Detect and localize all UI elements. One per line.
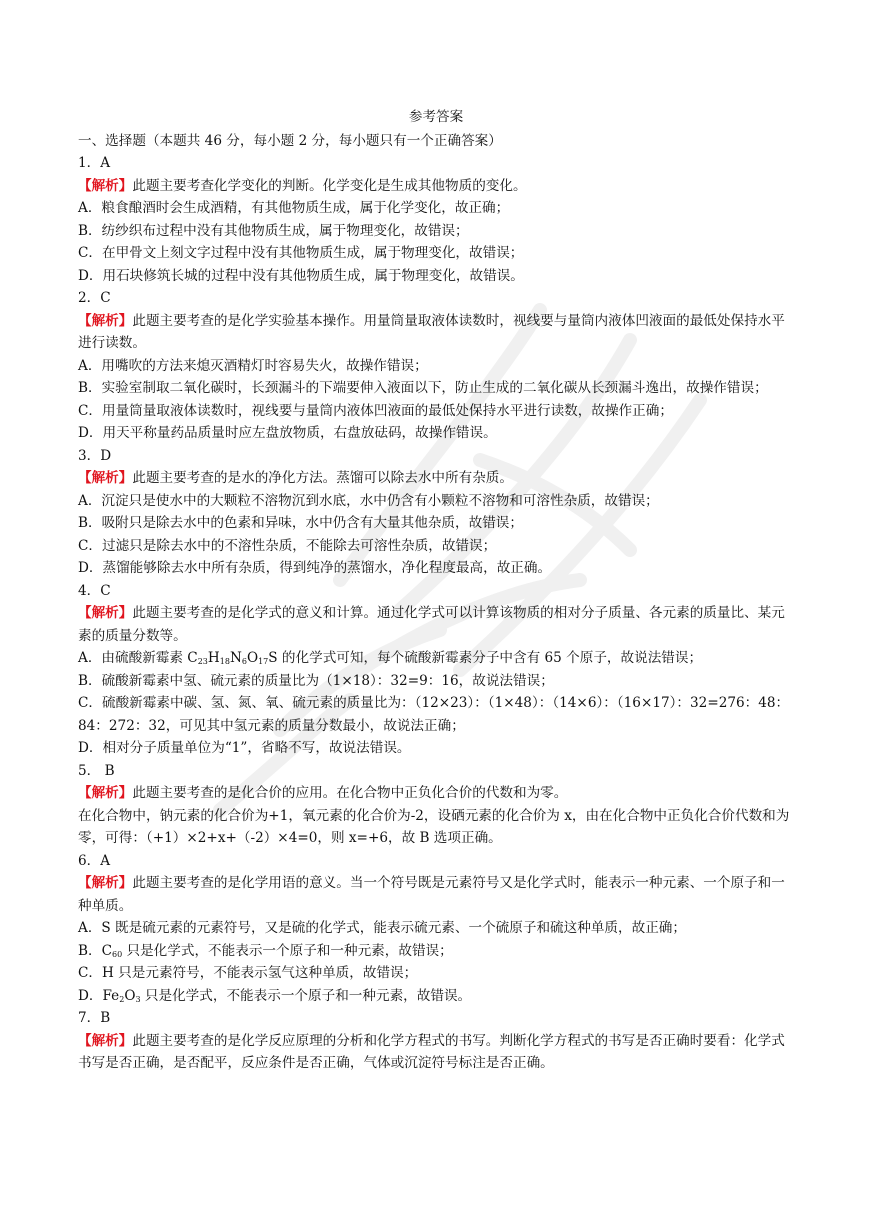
option-line: A．沉淀只是使水中的大颗粒不溶物沉到水底，水中仍含有小颗粒不溶物和可溶性杂质，故错误； xyxy=(78,492,659,509)
option-line: B．吸附只是除去水中的色素和异味，水中仍含有大量其他杂质，故错误； xyxy=(78,515,523,531)
option-line: C．H 只是元素符号，不能表示氢气这种单质，故错误； xyxy=(78,965,418,981)
explanation-q5: 在化合物中，钠元素的化合价为+1，氧元素的化合价为-2，设硒元素的化合价为 x，由在化合物中正负化合价代数和为零，可得：（+1）×2+x+（-2）×4=0，则 x=+6，故 B 选项正确。 xyxy=(78,807,790,846)
answer-q3: 3．D xyxy=(78,447,112,464)
answer-document xyxy=(78,106,794,1075)
analysis-q7: 【解析】此题主要考查的是化学反应原理的分析和化学方程式的书写。判断化学方程式的书写是否正确时要看：化学式书写是否正确，是否配平，反应条件是否正确，气体或沉淀符号标注是否正确。 xyxy=(78,1032,785,1071)
answer-q6: 6．A xyxy=(78,852,111,869)
analysis-q1: 【解析】此题主要考查化学变化的判断。化学变化是生成其他物质的变化。 xyxy=(78,177,527,194)
analysis-q2: 【解析】此题主要考查的是化学实验基本操作。用量筒量取液体读数时，视线要与量筒内液体凹液面的最低处保持水平进行读数。 xyxy=(78,312,785,351)
analysis-tag: 【解析】 xyxy=(78,605,133,621)
option-line: D．$Fe_2O_3$ 只是化学式，不能表示一个原子和一种元素，故错误。 xyxy=(78,987,472,1004)
analysis-tag: 【解析】 xyxy=(78,312,133,329)
analysis-tag: 【解析】 xyxy=(78,1032,133,1049)
analysis-tag: 【解析】 xyxy=(78,785,133,801)
option-line: B．$C_{60}$ 只是化学式，不能表示一个原子和一种元素，故错误； xyxy=(78,942,453,959)
analysis-tag: 【解析】 xyxy=(78,177,133,194)
option-line: A．S 既是硫元素的元素符号，又是硫的化学式，能表示硫元素、一个硫原子和硫这种单质，故正确； xyxy=(78,920,686,936)
option-line: C．用量筒量取液体读数时，视线要与量筒内液体凹液面的最低处保持水平进行读数，故操作正确； xyxy=(78,402,673,419)
option-line: D．相对分子质量单位为“1”，省略不写，故说法错误。 xyxy=(78,740,411,756)
analysis-q4: 【解析】此题主要考查的是化学式的意义和计算。通过化学式可以计算该物质的相对分子质量、各元素的质量比、某元素的质量分数等。 xyxy=(78,605,785,644)
answer-q2: 2．C xyxy=(78,290,111,306)
answer-q4: 4．C xyxy=(78,582,111,599)
analysis-q6: 【解析】此题主要考查的是化学用语的意义。当一个符号既是元素符号又是化学式时，能表示一种元素、一个原子和一种单质。 xyxy=(78,875,785,914)
option-line: B．纺纱织布过程中没有其他物质生成，属于物理变化，故错误； xyxy=(78,222,469,239)
option-line: D．用天平称量药品质量时应左盘放物质，右盘放砝码，故操作错误。 xyxy=(78,425,497,441)
option-line: D．用石块修筑长城的过程中没有其他物质生成，属于物理变化，故错误。 xyxy=(78,267,524,284)
option-line: A．由硫酸新霉素 $C_{23}H_{18}N_6O_{17}S$ 的化学式可知，每个硫酸新霉素分子中含有 65 个原子，故说法错误； xyxy=(78,650,703,666)
answer-q1: 1．A xyxy=(78,155,111,171)
analysis-tag: 【解析】 xyxy=(78,875,133,891)
answer-q7: 7．B xyxy=(78,1010,111,1026)
analysis-q3: 【解析】此题主要考查的是水的净化方法。蒸馏可以除去水中所有杂质。 xyxy=(78,470,513,486)
option-line: A．粮食酿酒时会生成酒精，有其他物质生成，属于化学变化，故正确； xyxy=(78,200,510,216)
option-line: C．过滤只是除去水中的不溶性杂质，不能除去可溶性杂质，故错误； xyxy=(78,537,497,554)
analysis-q5: 【解析】此题主要考查的是化合价的应用。在化合物中正负化合价的代数和为零。 xyxy=(78,785,568,801)
section-header: 一、选择题（本题共 46 分，每小题 2 分，每小题只有一个正确答案） xyxy=(78,132,502,149)
option-line: B．实验室制取二氧化碳时，长颈漏斗的下端要伸入液面以下，防止生成的二氧化碳从长颈漏斗逸出，故操作错误； xyxy=(78,380,768,396)
option-line: D．蒸馏能够除去水中所有杂质，得到纯净的蒸馏水，净化程度最高，故正确。 xyxy=(78,560,552,576)
option-line: C．硫酸新霉素中碳、氢、氮、氧、硫元素的质量比为：（12×23）：（1×48）：（14×6）：（16×17）：32=276：48：84：272：32，可见其中氢元素的质量分数最小，故说法正确； xyxy=(78,695,790,734)
option-line: C．在甲骨文上刻文字过程中没有其他物质生成，属于物理变化，故错误； xyxy=(78,245,524,261)
option-line: A．用嘴吹的方法来熄灭酒精灯时容易失火，故操作错误； xyxy=(78,357,428,374)
analysis-tag: 【解析】 xyxy=(78,470,133,486)
answer-q5: 5． B xyxy=(78,762,115,779)
page-title: 参考答案 xyxy=(408,109,464,125)
option-line: B．硫酸新霉素中氢、硫元素的质量比为（1×18）：32=9：16，故说法错误； xyxy=(78,672,554,689)
